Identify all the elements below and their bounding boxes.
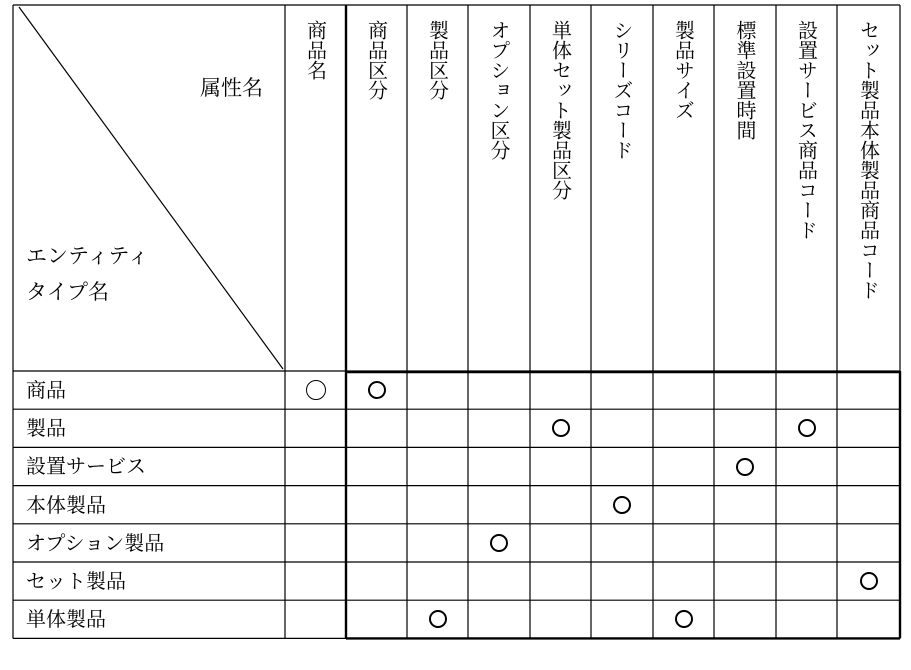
circle-mark-icon [798, 419, 816, 437]
entity-row-label: セット製品 [26, 569, 126, 593]
attribute-header: オプション区分 [487, 20, 511, 160]
circle-mark-icon [306, 380, 326, 400]
attribute-header: 製品区分 [425, 20, 450, 100]
attribute-header: 商品名 [303, 20, 328, 80]
entity-row-label: 本体製品 [26, 492, 106, 517]
circle-mark-icon [552, 419, 570, 437]
entity-row-label: 単体製品 [26, 607, 106, 632]
corner-diagonal [19, 7, 283, 369]
circle-mark-icon [368, 381, 386, 399]
entity-row-label: 設置サービス [26, 454, 146, 479]
circle-mark-icon [490, 534, 508, 552]
attribute-header: 標準設置時間 [733, 20, 757, 140]
corner-entity-label-line1: エンティティ [26, 244, 149, 268]
circle-mark-icon [860, 572, 878, 590]
corner-entity-label [26, 238, 149, 310]
attribute-header: 商品区分 [364, 20, 389, 100]
corner-attribute-label: 属性名 [200, 76, 263, 100]
corner-entity-label-line2: タイプ名 [26, 280, 109, 304]
circle-mark-icon [675, 610, 693, 628]
circle-mark-icon [429, 610, 447, 628]
circle-mark-icon [613, 496, 631, 514]
attribute-header: 製品サイズ [671, 20, 696, 120]
attribute-header: 設置サービス商品コード [794, 20, 819, 240]
entity-row-label: オプション製品 [26, 530, 165, 555]
entity-row-label: 製品 [26, 416, 66, 441]
attribute-header: シリーズコード [610, 20, 634, 160]
attribute-header: セット製品本体製品商品コード [856, 20, 881, 300]
entity-row-label: 商品 [26, 378, 66, 402]
attribute-header: 単体セット製品区分 [548, 20, 573, 200]
circle-mark-icon [736, 458, 754, 476]
